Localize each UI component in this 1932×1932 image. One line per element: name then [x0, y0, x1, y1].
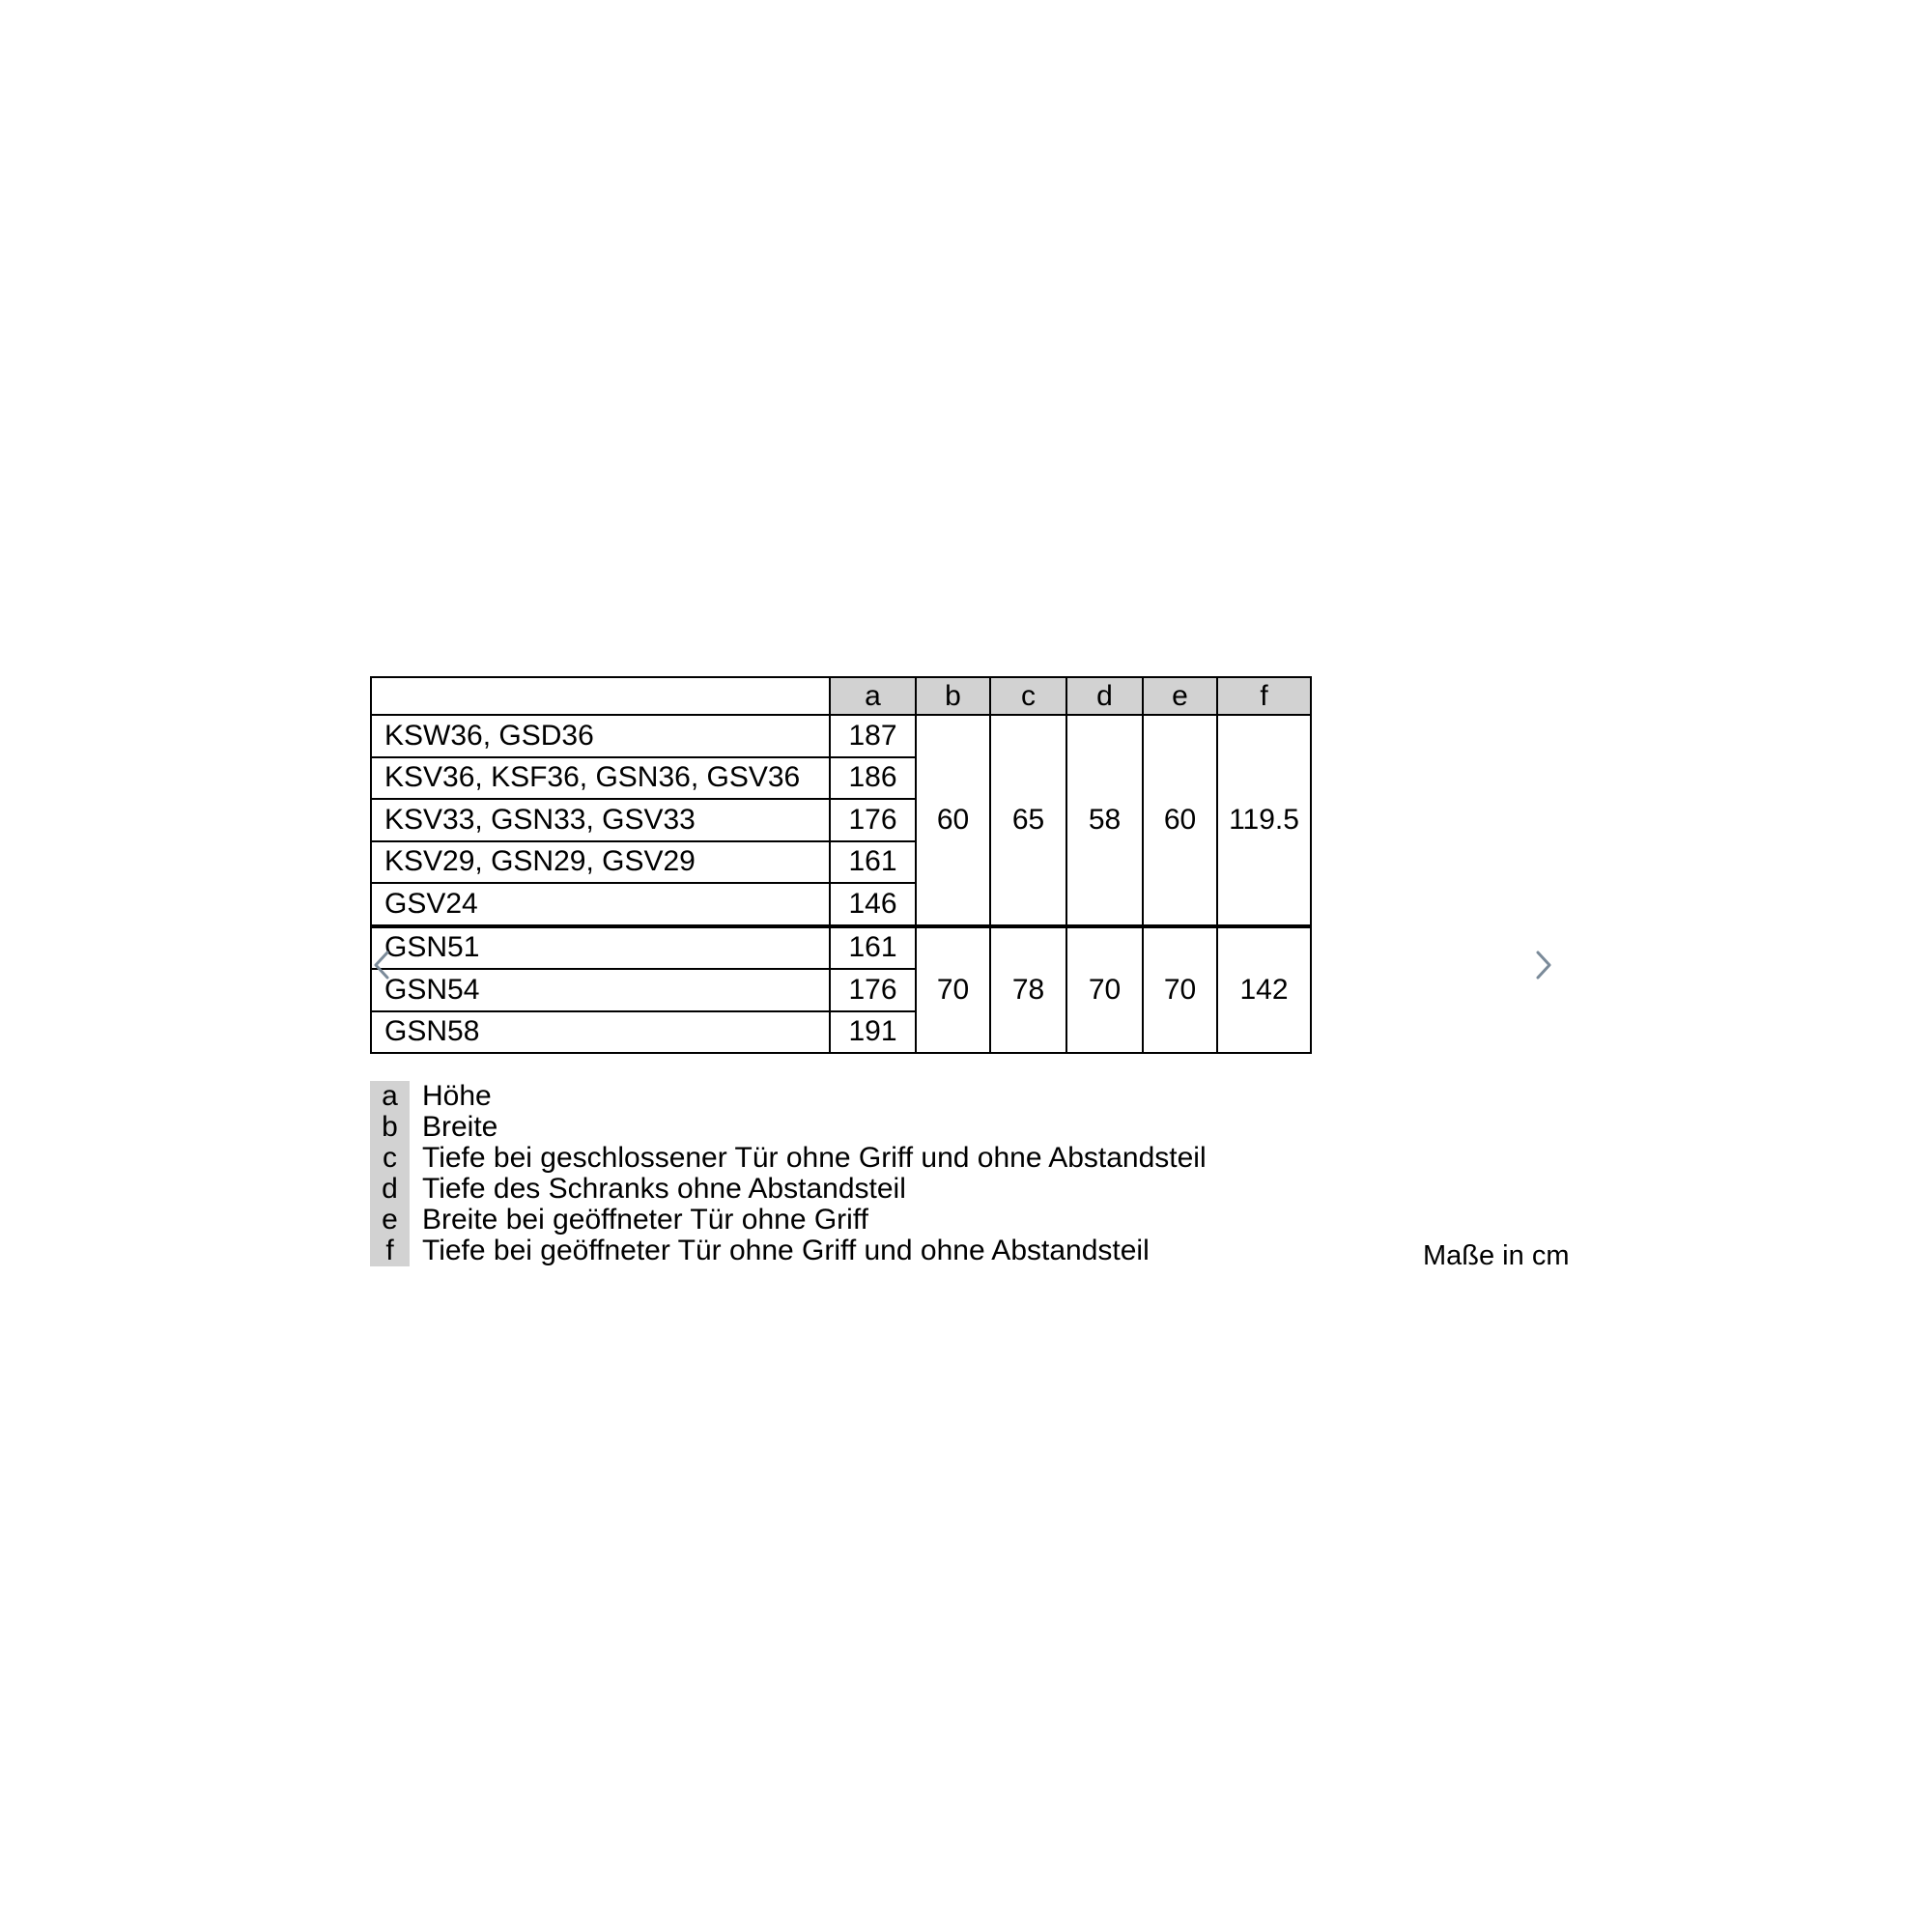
height-cell: 161	[830, 926, 916, 970]
model-cell: KSW36, GSD36	[371, 715, 830, 757]
shared-c-cell: 65	[990, 715, 1066, 926]
model-cell: KSV33, GSN33, GSV33	[371, 799, 830, 841]
height-cell: 146	[830, 883, 916, 926]
legend-text: Tiefe bei geöffneter Tür ohne Griff und ohne Abstandsteil	[422, 1235, 1150, 1266]
shared-e-cell: 70	[1143, 926, 1217, 1054]
shared-e-cell: 60	[1143, 715, 1217, 926]
model-cell: GSN58	[371, 1011, 830, 1054]
shared-b-cell: 60	[916, 715, 990, 926]
model-cell: KSV36, KSF36, GSN36, GSV36	[371, 757, 830, 800]
legend-key: b	[370, 1112, 410, 1143]
legend-item	[370, 1081, 1207, 1112]
next-image-button[interactable]	[1529, 946, 1558, 984]
shared-b-cell: 70	[916, 926, 990, 1054]
height-cell: 186	[830, 757, 916, 800]
header-b: b	[916, 677, 990, 715]
height-cell: 176	[830, 799, 916, 841]
header-e: e	[1143, 677, 1217, 715]
height-cell: 191	[830, 1011, 916, 1054]
legend-item	[370, 1205, 1207, 1236]
legend-key: f	[370, 1236, 410, 1266]
height-cell: 161	[830, 841, 916, 884]
legend-text: Breite bei geöffneter Tür ohne Griff	[422, 1204, 868, 1236]
legend-key: a	[370, 1081, 410, 1112]
legend-text: Höhe	[422, 1080, 492, 1112]
height-cell: 187	[830, 715, 916, 757]
shared-c-cell: 78	[990, 926, 1066, 1054]
model-cell: KSV29, GSN29, GSV29	[371, 841, 830, 884]
legend-text: Tiefe bei geschlossener Tür ohne Griff und ohne Abstandsteil	[422, 1142, 1207, 1174]
table-row	[371, 926, 1311, 970]
legend-key: d	[370, 1174, 410, 1205]
chevron-right-icon	[1535, 950, 1552, 980]
header-a: a	[830, 677, 916, 715]
shared-d-cell: 58	[1066, 715, 1143, 926]
header-model	[371, 677, 830, 715]
table-row	[371, 715, 1311, 757]
legend-item	[370, 1143, 1207, 1174]
legend-text: Breite	[422, 1111, 498, 1143]
chevron-left-icon	[373, 950, 390, 980]
legend-item	[370, 1236, 1207, 1266]
header-d: d	[1066, 677, 1143, 715]
shared-f-cell: 142	[1217, 926, 1311, 1054]
dimension-legend	[370, 1081, 1207, 1266]
model-cell: GSN54	[371, 969, 830, 1011]
model-cell: GSN51	[371, 926, 830, 970]
table-header-row	[371, 677, 1311, 715]
dimensions-table	[370, 676, 1312, 1054]
units-note: Maße in cm	[1423, 1240, 1570, 1271]
shared-d-cell: 70	[1066, 926, 1143, 1054]
legend-key: e	[370, 1205, 410, 1236]
legend-key: c	[370, 1143, 410, 1174]
legend-item	[370, 1112, 1207, 1143]
legend-text: Tiefe des Schranks ohne Abstandsteil	[422, 1173, 906, 1205]
header-f: f	[1217, 677, 1311, 715]
shared-f-cell: 119.5	[1217, 715, 1311, 926]
previous-image-button[interactable]	[367, 946, 396, 984]
legend-item	[370, 1174, 1207, 1205]
model-cell: GSV24	[371, 883, 830, 926]
header-c: c	[990, 677, 1066, 715]
height-cell: 176	[830, 969, 916, 1011]
